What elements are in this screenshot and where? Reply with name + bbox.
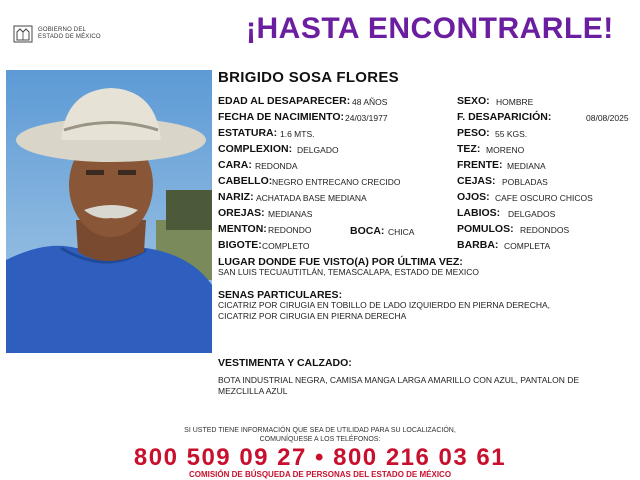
- frente-label: FRENTE:: [457, 159, 503, 171]
- tez-value: MORENO: [486, 145, 525, 155]
- ojos-label: OJOS:: [457, 191, 490, 203]
- senas-line-1: CICATRIZ POR CIRUGIA EN TOBILLO DE LADO IZQUIERDO EN PIERNA DERECHA,: [218, 300, 551, 310]
- nariz-label: NARIZ:: [218, 191, 254, 203]
- nacimiento-label: FECHA DE NACIMIENTO:: [218, 111, 344, 123]
- ojos-value: CAFE OSCURO CHICOS: [495, 193, 593, 203]
- desaparicion-value: 08/08/2025: [586, 113, 629, 123]
- boca-value: CHICA: [388, 227, 415, 237]
- logo-line-1: GOBIERNO DEL: [38, 27, 87, 33]
- nariz-value: ACHATADA BASE MEDIANA: [256, 193, 367, 203]
- cara-label: CARA:: [218, 159, 252, 171]
- tez-label: TEZ:: [457, 143, 481, 155]
- cejas-label: CEJAS:: [457, 175, 496, 187]
- pomulos-value: REDONDOS: [520, 225, 570, 235]
- logo-text: [38, 27, 101, 41]
- commission-name: COMISIÓN DE BÚSQUEDA DE PERSONAS DEL ESTADO DE MÉXICO: [188, 470, 452, 479]
- poster-title: ¡HASTA ENCONTRARLE!: [246, 12, 614, 45]
- sexo-value: HOMBRE: [496, 97, 534, 107]
- estatura-label: ESTATURA:: [218, 127, 278, 139]
- edad-label: EDAD AL DESAPARECER:: [218, 95, 351, 107]
- frente-value: MEDIANA: [507, 161, 546, 171]
- cejas-value: POBLADAS: [502, 177, 548, 187]
- bigote-value: COMPLETO: [262, 241, 310, 251]
- phone-numbers[interactable]: 800 509 09 27 • 800 216 03 61: [133, 444, 507, 471]
- pomulos-label: POMULOS:: [457, 223, 514, 235]
- labios-value: DELGADOS: [508, 209, 556, 219]
- senas-label: SENAS PARTICULARES:: [218, 289, 343, 301]
- missing-person-photo: [6, 70, 212, 353]
- menton-value: REDONDO: [268, 225, 312, 235]
- orejas-label: OREJAS:: [218, 207, 265, 219]
- edad-value: 48 AÑOS: [352, 97, 388, 107]
- cabello-value: NEGRO ENTRECANO CRECIDO: [272, 177, 401, 187]
- cabello-label: CABELLO:: [218, 175, 273, 187]
- logo-line-2: ESTADO DE MÉXICO: [38, 34, 101, 40]
- nacimiento-value: 24/03/1977: [345, 113, 388, 123]
- sexo-label: SEXO:: [457, 95, 490, 107]
- vestimenta-line-2: MEZCLILLA AZUL: [218, 386, 288, 396]
- lugar-value: SAN LUIS TECUAUTITLÁN, TEMASCALAPA, ESTADO DE MEXICO: [218, 267, 480, 277]
- vestimenta-line-1: BOTA INDUSTRIAL NEGRA, CAMISA MANGA LARGA AMARILLO CON AZUL, PANTALON DE: [218, 375, 580, 385]
- peso-value: 55 KGS.: [495, 129, 528, 139]
- cara-value: REDONDA: [255, 161, 298, 171]
- desaparicion-label: F. DESAPARICIÓN:: [457, 111, 552, 123]
- orejas-value: MEDIANAS: [268, 209, 313, 219]
- barba-value: COMPLETA: [504, 241, 551, 251]
- estatura-value: 1.6 MTS.: [280, 129, 315, 139]
- vestimenta-label: VESTIMENTA Y CALZADO:: [218, 357, 352, 369]
- complexion-label: COMPLEXION:: [218, 143, 293, 155]
- lugar-label: LUGAR DONDE FUE VISTO(A) POR ÚLTIMA VEZ:: [218, 256, 463, 268]
- senas-line-2: CICATRIZ POR CIRUGIA EN PIERNA DERECHA: [218, 311, 407, 321]
- state-shield-icon: [12, 23, 34, 45]
- complexion-value: DELGADO: [297, 145, 339, 155]
- barba-label: BARBA:: [457, 239, 499, 251]
- peso-label: PESO:: [457, 127, 490, 139]
- footer-info-line-1: SI USTED TIENE INFORMACIÓN QUE SEA DE UTILIDAD PARA SU LOCALIZACIÓN,: [184, 427, 456, 434]
- bigote-label: BIGOTE:: [218, 239, 262, 251]
- menton-label: MENTON:: [218, 223, 267, 235]
- person-name: BRIGIDO SOSA FLORES: [218, 69, 399, 86]
- government-logo: [12, 22, 122, 46]
- boca-label: BOCA:: [350, 225, 385, 237]
- footer-info-line-2: COMUNÍQUESE A LOS TELÉFONOS:: [259, 436, 381, 443]
- labios-label: LABIOS:: [457, 207, 501, 219]
